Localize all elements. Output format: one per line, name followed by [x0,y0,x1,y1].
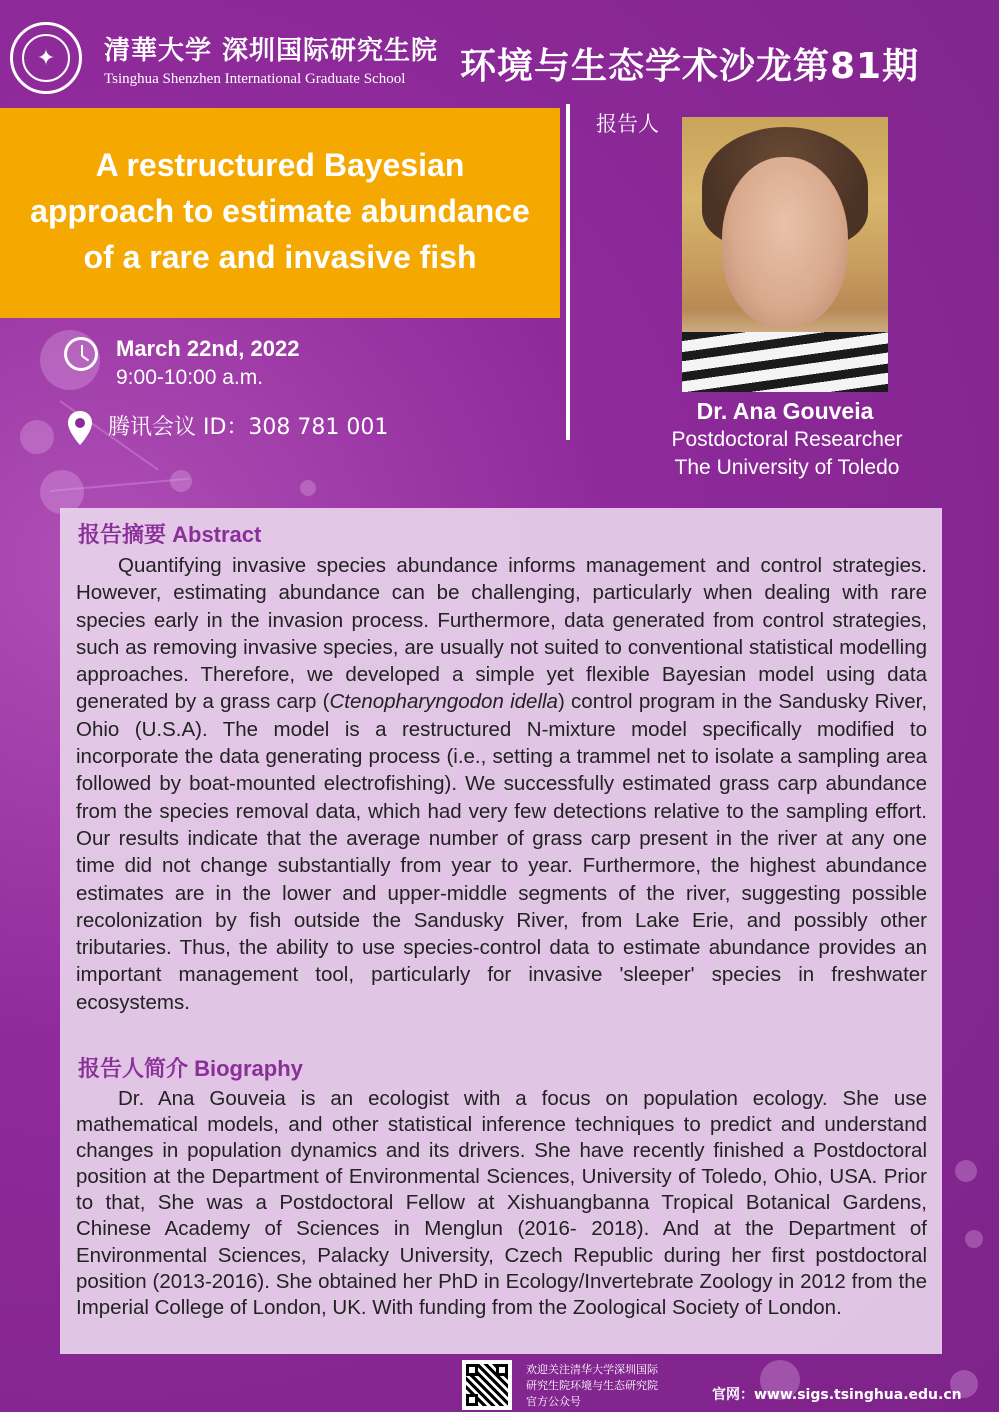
university-seal-logo [10,22,82,94]
biography-heading: 报告人简介 Biography [78,1056,303,1081]
clock-icon [64,337,98,371]
biography-text: Dr. Ana Gouveia is an ecologist with a focus on population ecology. She use mathematical models, and other statistical inference techniques to predict and understand changes in population dynamics and its drivers. She have recently finished a Postdoctoral position at the Department of Environmental Sciences, University of Toledo, Ohio, USA. Prior to that, She was a Postdoctoral Fellow at Xishuangbanna Tropical Botanical Gardens, Chinese Academy of Sciences in Menglun (2016- 2018). And at the Department of Environmental Sciences, Palacky University, Czech Republic during her first postdoctoral position (2013-2016). She obtained her PhD in Ecology/Invertebrate Zoology in 2012 from the Imperial College of London, UK. With funding from the Zoological Society of London. [76,1087,927,1319]
decor-dot [965,1230,983,1248]
abstract-text [76,552,927,1016]
species-name-italic: Ctenopharyngodon idella [329,690,558,714]
speaker-name: Dr. Ana Gouveia [696,398,874,424]
wechat-qr-code[interactable] [462,1360,512,1410]
talk-date: March 22nd, 2022 [116,336,300,361]
talk-title [10,142,550,280]
abstract-heading: 报告摘要 Abstract [78,522,262,547]
photo-striped-shirt [682,332,888,392]
qr-finder [496,1364,508,1376]
talk-title-line: of a rare and invasive fish [83,239,477,275]
vertical-divider [566,104,570,440]
speaker-label: 报告人 [596,112,659,136]
speaker-photo [682,117,888,392]
talk-title-line: A restructured Bayesian [95,147,465,183]
qr-finder [466,1364,478,1376]
content-panel [60,508,942,1354]
location-pin-icon [67,410,93,446]
salon-title: 环境与生态学术沙龙第81期 [460,46,920,87]
website-link[interactable]: 官网：www.sigs.tsinghua.edu.cn [712,1387,962,1403]
school-name-cn: 清華大学 深圳国际研究生院 [104,36,439,66]
abstract-text-part: ) control program in the Sandusky River, Ohio (U.S.A). The model is a restructured N-mixture model specifically modified to incorporate the data generating process (i.e., setting a trammel net to isolate a sampling area followed by boat-mounted electrofishing). We successfully estimated grass carp abundance from the species removal data, which had very few detections relative to the sampling effort. Our results indicate that the average number of grass carp present in the river at any one time did not change substantially from year to year. Furthermore, the highest abundance estimates are in the lower and upper-middle segments of the river, suggesting possible recolonization by fish outside the Sandusky River, from Lake Erie, and possibly other tributaries. Thus, the ability to use species-control data to estimate abundance provides an important management tool, particularly for invasive 'sleeper' species in freshwater ecosystems. [76,690,928,1014]
seal-inner-ring [22,34,70,82]
seal-star-icon: ✦ [36,46,56,71]
photo-face [722,157,848,327]
talk-title-box [0,108,560,318]
header [0,0,999,100]
abstract-text-part: Quantifying invasive species abundance informs management and control strategies. However, estimating abundance can be challenging, particularly when dealing with rare species early in the invasion process. Furthermore, data generated from control strategies, such as removing invasive species, are usually not suited to conventional statistical modelling approaches. Therefore, we developed a simple yet flexible Bayesian model using data generated by a grass carp ( [76,554,927,714]
school-name-en: Tsinghua Shenzhen International Graduate School [104,71,406,87]
talk-time: 9:00-10:00 a.m. [116,366,264,389]
meeting-id: 腾讯会议 ID：308 781 001 [108,415,389,440]
speaker-affiliation: The University of Toledo [674,456,900,479]
decor-dot [955,1160,977,1182]
talk-title-line: approach to estimate abundance [30,193,530,229]
decor-dot [20,420,54,454]
qr-finder [466,1394,478,1406]
qr-caption: 欢迎关注清华大学深圳国际研究生院环境与生态研究院官方公众号 [526,1363,658,1408]
decor-dot [300,480,316,496]
speaker-position: Postdoctoral Researcher [671,428,903,451]
